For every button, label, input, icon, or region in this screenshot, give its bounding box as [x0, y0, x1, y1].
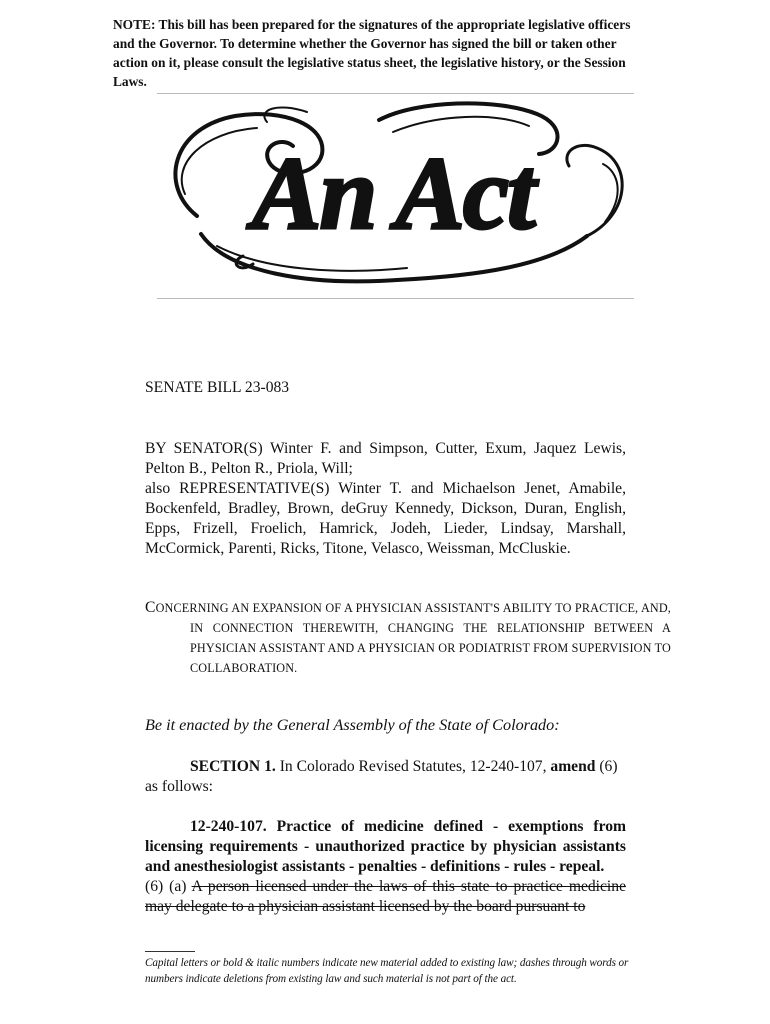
footnote: Capital letters or bold & italic numbers indicate new material added to existing law; dashes through words or numbers indicate deletions from existing law and such material is not part of the act.: [145, 957, 629, 985]
section-label: SECTION 1.: [190, 758, 276, 775]
legislative-note: NOTE: This bill has been prepared for the signatures of the appropriate legislative officers and the Governor. To determine whether the Governor has signed the bill or taken other action on it, please consult the legislative status sheet, the legislative history, or the Session Laws.: [113, 17, 631, 89]
bill-number: SENATE BILL 23-083: [145, 379, 290, 396]
deleted-text: A person licensed under the laws of this state to practice medicine may delegate to a physician assistant licensed by the board pursuant to: [145, 878, 626, 915]
enacting-clause: Be it enacted by the General Assembly of the State of Colorado:: [145, 716, 560, 734]
banner-title: An Act: [252, 136, 534, 251]
section-intro: In Colorado Revised Statutes, 12-240-107,: [275, 758, 551, 775]
statute-text: [145, 817, 626, 917]
sponsor-list: [145, 439, 626, 559]
banner-bottom-rule: [157, 298, 634, 299]
an-act-banner: [157, 96, 634, 296]
subsection-number: (6) (a): [145, 878, 192, 895]
statute-heading: 12-240-107. Practice of medicine defined - exemptions from licensing requirements - unauthorized practice by physician assistants and anesthesiologist assistants - penalties - definitions - rules - repeal.: [145, 818, 626, 875]
banner-top-rule: [157, 93, 634, 94]
footnote-rule: [145, 951, 195, 952]
section-intro-end: (6) as follows:: [145, 758, 618, 795]
bill-title: CONCERNING AN EXPANSION OF A PHYSICIAN ASSISTANT'S ABILITY TO PRACTICE, AND, IN CONNECTION THEREWITH, CHANGING THE RELATIONSHIP BETWEEN A PHYSICIAN ASSISTANT AND A PHYSICIAN OR PODIATRIST FROM SUPERVISION TO COLLABORATION.: [145, 599, 671, 675]
amend-keyword: amend: [550, 758, 596, 775]
section-one: [145, 757, 626, 797]
house-sponsors: also REPRESENTATIVE(S) Winter T. and Michaelson Jenet, Amabile, Bockenfeld, Bradley, Brown, deGruy Kennedy, Dickson, Duran, English, Epps, Frizell, Froelich, Hamrick, Jodeh, Lieder, Lindsay, Marshall, McCormick, Parenti, Ricks, Titone, Velasco, Weissman, McCluskie.: [145, 480, 626, 557]
senate-sponsors: BY SENATOR(S) Winter F. and Simpson, Cutter, Exum, Jaquez Lewis, Pelton B., Pelton R., Priola, Will;: [145, 440, 626, 477]
